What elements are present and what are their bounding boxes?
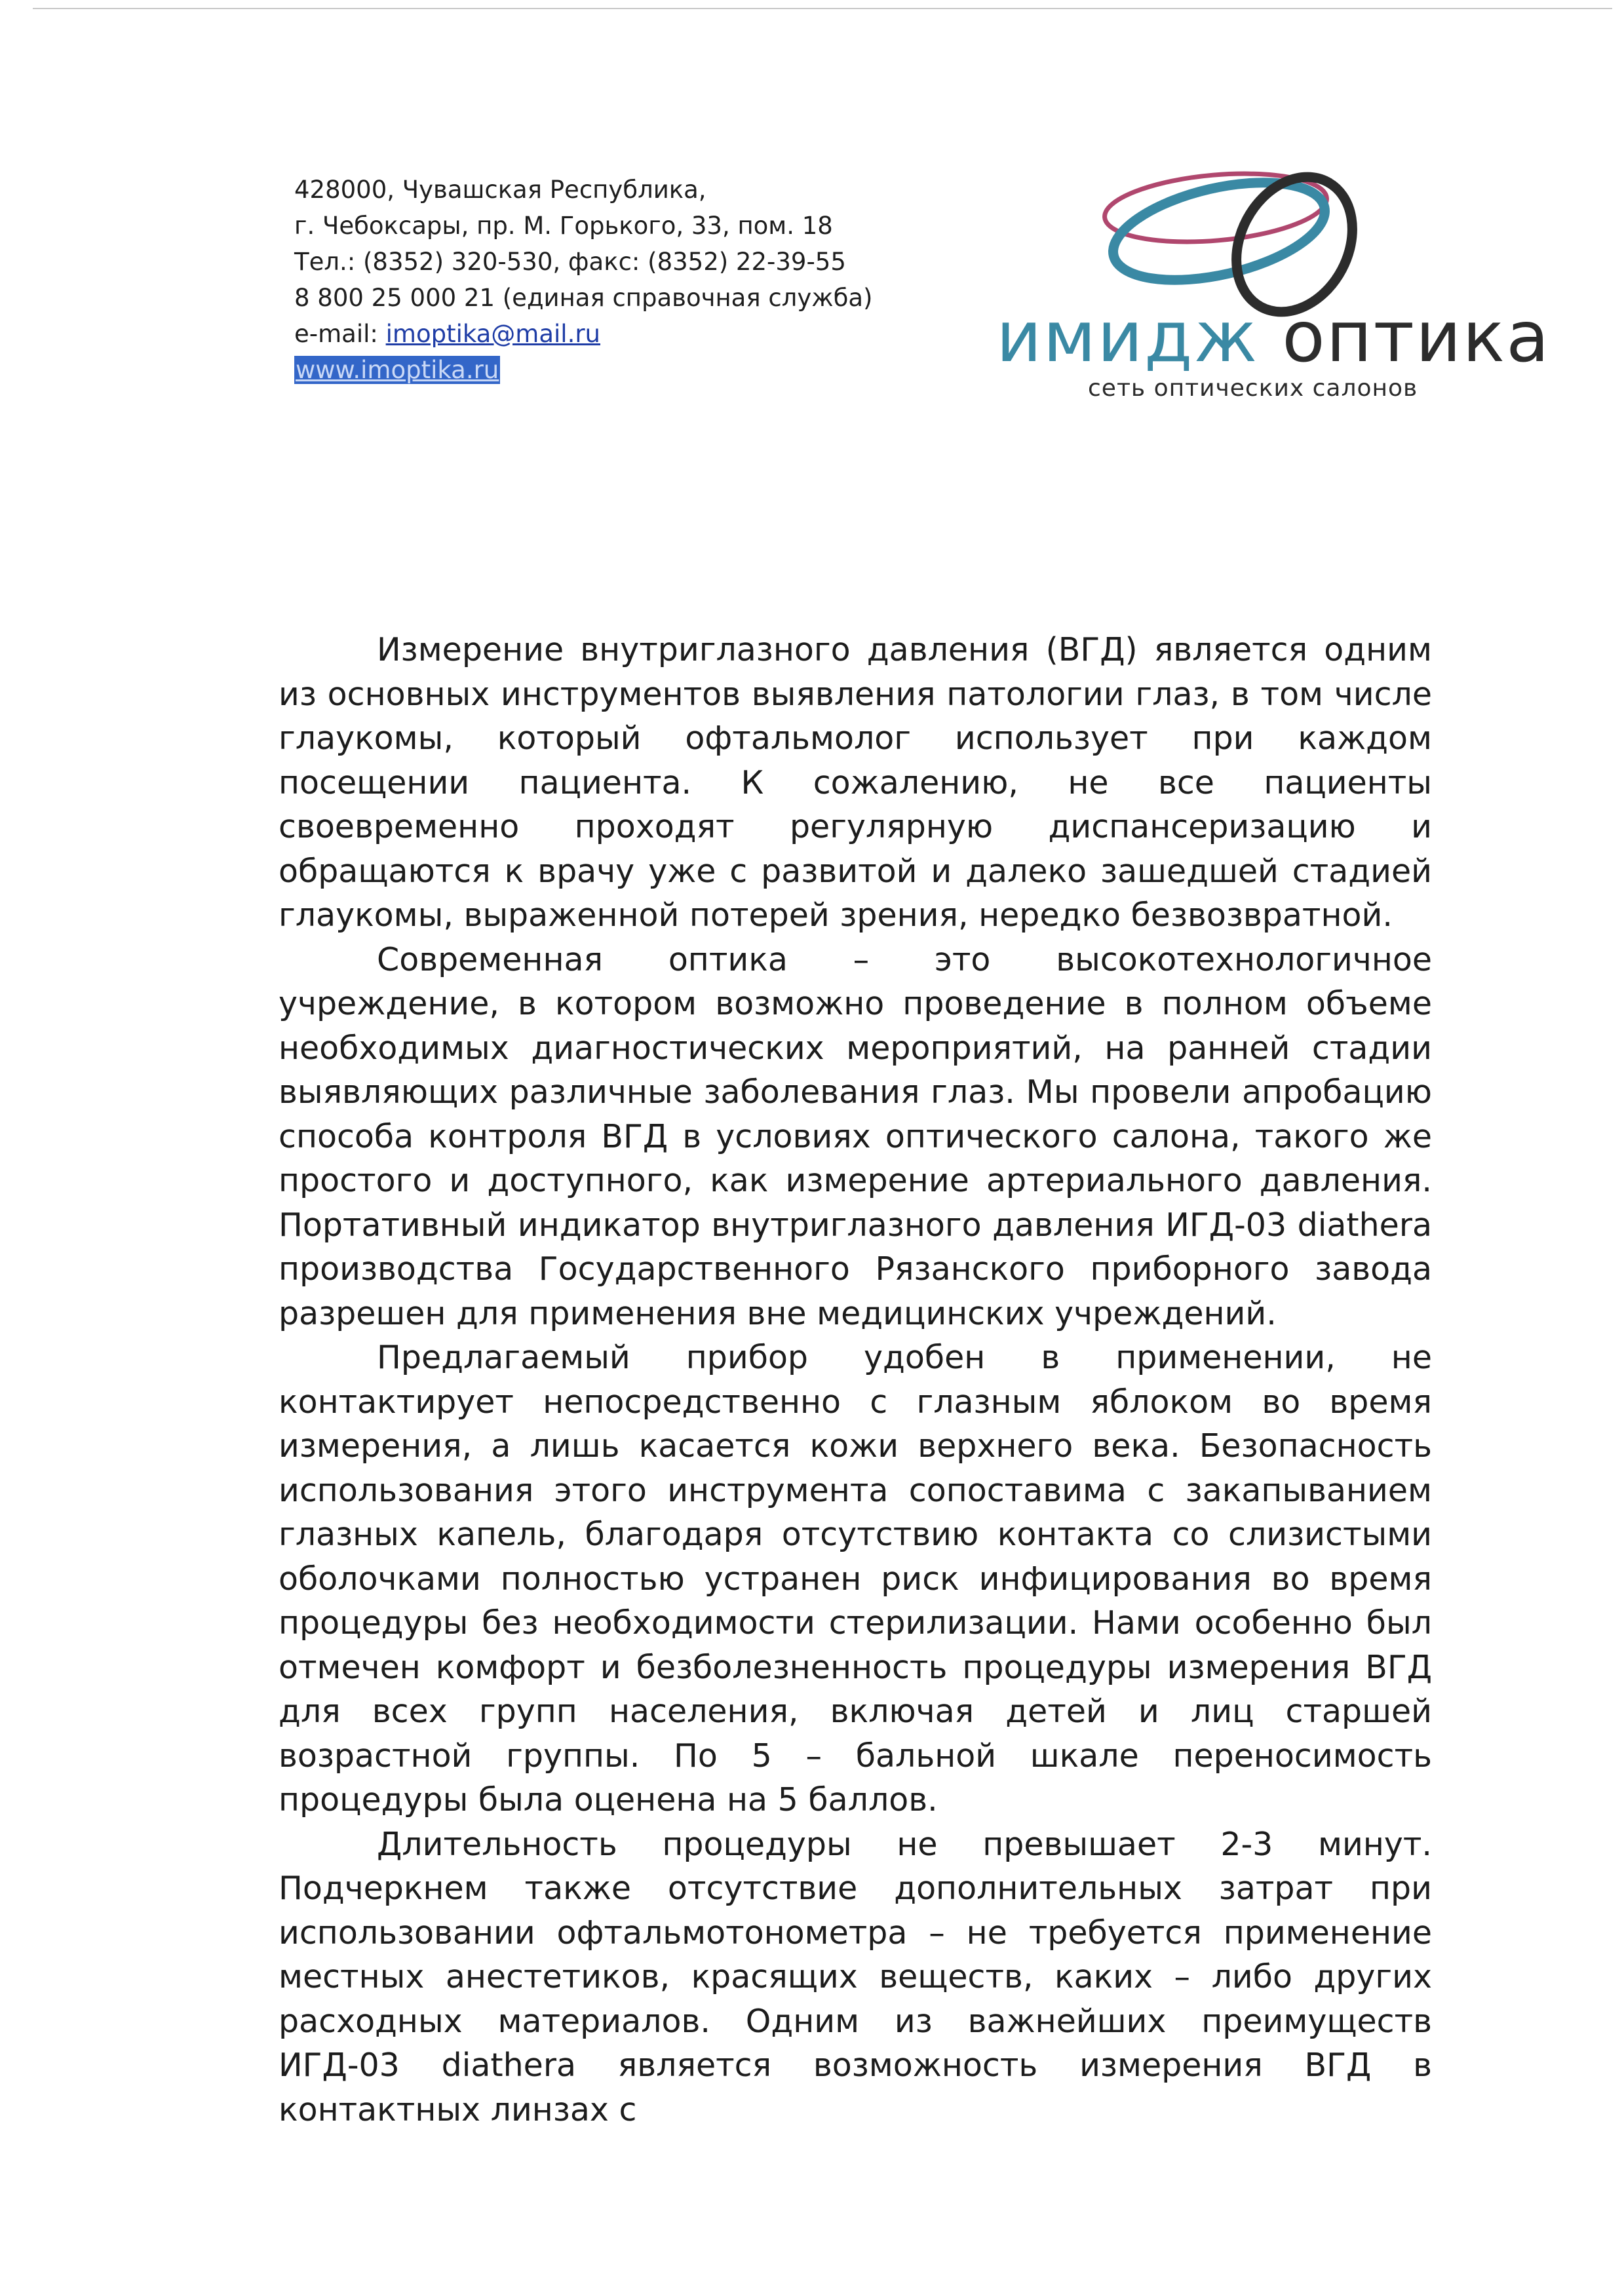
logo-word-image: имидж <box>996 297 1259 378</box>
paragraph-3: Предлагаемый прибор удобен в применении, не контактирует непосредственно с глазным яблоком во время измерения, а лишь касается кожи верхнего века. Безопасность использования этого инструмента сопоставима с закапыванием глазных капель, благодаря отсутствию контакта со слизистыми оболочками полностью устранен риск инфицирования во время процедуры без необходимости стерилизации. Нами особенно был отмечен комфорт и безболезненность процедуры измерения ВГД для всех групп населения, включая детей и лиц старшей возрастной группы. По 5 – бальной шкале переносимость процедуры была оценена на 5 баллов. <box>279 1339 1432 1818</box>
hotline-line: 8 800 25 000 21 (единая справочная служба) <box>294 284 873 312</box>
paragraph-4: Длительность процедуры не превышает 2-3 минут. Подчеркнем также отсутствие дополнительных затрат при использовании офтальмотонометра – не требуется применение местных анестетиков, красящих веществ, каких – либо других расходных материалов. Одним из важнейших преимуществ ИГД-03 diathera является возможность измерения ВГД в контактных линзах с <box>279 1825 1432 2128</box>
website-link[interactable]: www.imoptika.ru <box>296 356 499 384</box>
sender-address-block <box>294 172 884 388</box>
email-line <box>294 316 884 352</box>
phone-fax-line: Тел.: (8352) 320-530, факс: (8352) 22-39-55 <box>294 248 846 276</box>
page-top-border <box>33 8 1612 9</box>
paragraph-2: Современная оптика – это высокотехнологичное учреждение, в котором возможно проведение в полном объеме необходимых диагностических мероприятий, на ранней стадии выявляющих различные заболевания глаз. Мы провели апробацию способа контроля ВГД в условиях оптического салона, такого же простого и доступного, как измерение артериального давления. Портативный индикатор внутриглазного давления ИГД-03 diathera производства Государственного Рязанского приборного завода разрешен для применения вне медицинских учреждений. <box>279 940 1432 1332</box>
logo-tagline: сеть оптических салонов <box>1088 375 1418 402</box>
company-logo <box>996 167 1551 416</box>
paragraph-1: Измерение внутриглазного давления (ВГД) является одним из основных инструментов выявления патологии глаз, в том числе глаукомы, который офтальмолог использует при каждом посещении пациента. К сожалению, не все пациенты своевременно проходят регулярную диспансеризацию и обращаются к врачу уже с развитой и далеко зашедшей стадией глаукомы, выраженной потерей зрения, нередко безвозвратной. <box>279 631 1432 934</box>
address-line-2: г. Чебоксары, пр. М. Горького, 33, пом. 18 <box>294 212 833 240</box>
website-line <box>294 352 884 388</box>
email-label: e-mail: <box>294 320 386 348</box>
address-line-1: 428000, Чувашская Республика, <box>294 176 706 204</box>
logo-word-optika: оптика <box>1282 297 1551 378</box>
logo-wordmark <box>996 297 1551 378</box>
letter-body <box>279 628 1432 2132</box>
email-link[interactable]: imoptika@mail.ru <box>385 320 601 348</box>
